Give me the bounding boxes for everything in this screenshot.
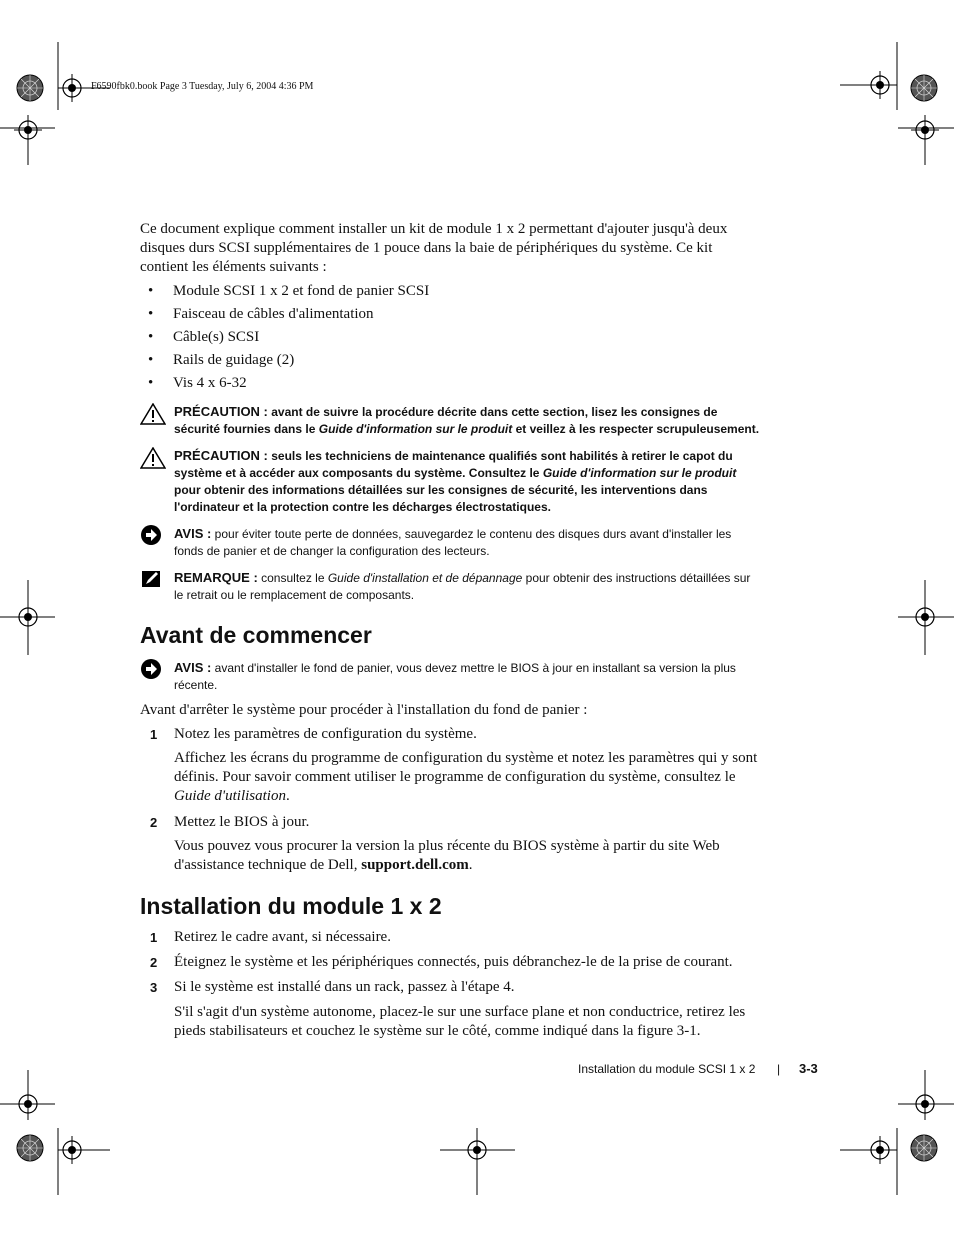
list-item: • Module SCSI 1 x 2 et fond de panier SCSI [140,282,760,305]
list-item: • Câble(s) SCSI [140,328,760,351]
book-header: F6590fbk0.book Page 3 Tuesday, July 6, 2004 4:36 PM [91,81,314,92]
warning-triangle-icon [140,403,166,425]
list-item: • Faisceau de câbles d'alimentation [140,305,760,328]
guide-reference: Guide d'installation et de dépannage [327,571,523,585]
step-text: Notez les paramètres de configuration du système. [174,726,477,742]
step-item [140,978,760,997]
support-link[interactable]: support.dell.com [361,857,469,873]
notice-text: pour éviter toute perte de données, sauvegardez le contenu des disques durs avant d'installer les fonds de panier et de changer la configuration des lecteurs. [174,527,732,558]
page-number: 3-3 [799,1061,818,1076]
remark-text-end: pour obtenir des instructions détaillées sur le retrait ou le remplacement de composants. [174,571,751,602]
step-detail-text: Vous pouvez vous procurer la version la plus récente du BIOS système à partir du site Web d'assistance technique de Dell, [174,838,720,873]
step-detail [174,837,760,875]
warning-triangle-icon [140,447,166,469]
notice-label: AVIS : [174,660,212,675]
remark-note [140,569,760,604]
notice-arrow-icon [140,525,166,547]
step-number: 2 [150,955,158,970]
step-detail: S'il s'agit d'un système autonome, placez-le sur une surface plane et non conductrice, retirez les pieds stabilisateurs et couchez le système sur le côté, comme indiqué dans la figure 3-1. [174,1004,746,1039]
notice-arrow-icon [140,659,166,681]
section-title-before-start: Avant de commencer [140,622,372,648]
caution-label: PRÉCAUTION : [174,404,268,419]
caution-text-end: et veillez à les respecter scrupuleusement. [515,422,760,436]
pencil-note-icon [140,569,166,591]
guide-reference: Guide d'information sur le produit [318,422,513,436]
caution-text-end: pour obtenir des informations détaillées sur les consignes de sécurité, les interventions dans l'ordinateur et la protection contre les décharges électrostatiques. [174,483,708,514]
remark-label: REMARQUE : [174,570,258,585]
caution-note-1 [140,403,760,438]
caution-label: PRÉCAUTION : [174,448,268,463]
step-item [140,813,760,832]
step-number: 2 [150,815,158,830]
kit-contents-list [140,282,760,397]
step-number: 1 [150,727,158,742]
notice-note-2 [140,659,760,694]
step-item [140,725,760,744]
step-text: Retirez le cadre avant, si nécessaire. [174,929,391,945]
step-text: Mettez le BIOS à jour. [174,814,310,830]
step-item [140,928,760,947]
step-detail [174,749,760,806]
step-detail-end: . [468,857,473,873]
step-text: Si le système est installé dans un rack, passez à l'étape 4. [174,979,515,995]
notice-note-1 [140,525,760,560]
step-detail-end: . [285,788,290,804]
footer-title: Installation du module SCSI 1 x 2 [578,1062,756,1076]
intro-paragraph: Ce document explique comment installer un kit de module 1 x 2 permettant d'ajouter jusqu'à deux disques durs SCSI supplémentaires de 1 pouce dans la baie de périphériques du système. Ce kit contient les éléments suivants : [140,221,728,275]
section-title-installation: Installation du module 1 x 2 [140,893,442,919]
notice-text: avant d'installer le fond de panier, vous devez mettre le BIOS à jour en installant sa version la plus récente. [174,661,736,692]
guide-reference: Guide d'utilisation [174,788,286,804]
caution-text: avant de suivre la procédure décrite dans cette section, lisez les consignes de sécurité fournies dans le [174,405,718,436]
notice-label: AVIS : [174,526,212,541]
step-number: 1 [150,930,158,945]
step-detail-text: Affichez les écrans du programme de configuration du système et notez les paramètres qui y sont définis. Pour savoir comment utiliser le programme de configuration du système, consultez le [174,750,758,785]
list-item: • Rails de guidage (2) [140,351,760,374]
step-number: 3 [150,980,158,995]
guide-reference: Guide d'information sur le produit [542,466,737,480]
remark-text: consultez le [261,571,325,585]
footer-separator: | [777,1062,781,1076]
step-item [140,953,760,972]
section-lead: Avant d'arrêter le système pour procéder à l'installation du fond de panier : [140,702,588,718]
list-item: • Vis 4 x 6-32 [140,374,760,397]
caution-note-2 [140,447,760,516]
caution-text: seuls les techniciens de maintenance qualifiés sont habilités à retirer le capot du système et à accéder aux composants du système. Consultez le [174,449,733,480]
step-text: Éteignez le système et les périphériques connectés, puis débranchez-le de la prise de courant. [174,954,733,970]
